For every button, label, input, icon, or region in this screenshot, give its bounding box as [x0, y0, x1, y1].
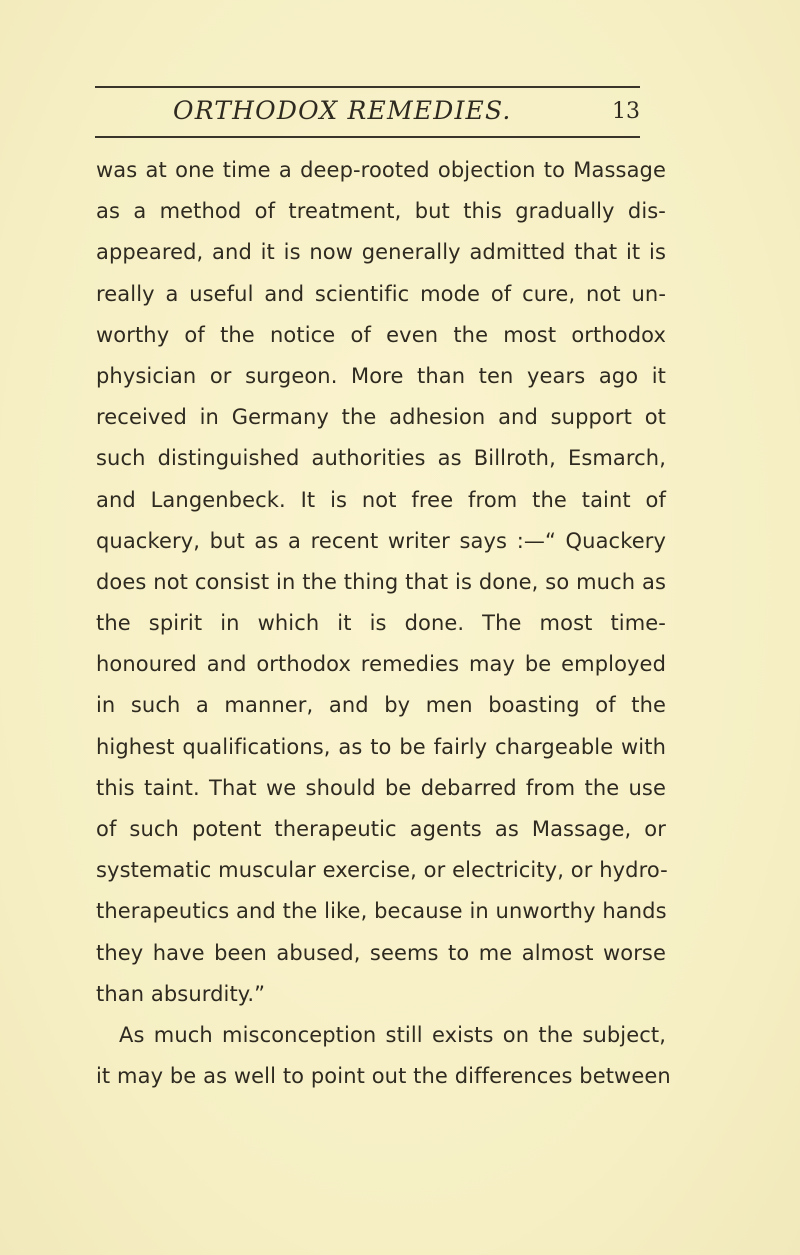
text-line: really a useful and scientific mode of cure, not un-: [96, 281, 666, 306]
text-line: worthy of the notice of even the most orthodox: [96, 322, 666, 347]
text-line: in such a manner, and by men boasting of the: [96, 693, 666, 718]
header-rule-bottom: [95, 136, 640, 138]
text-line: received in Germany the adhesion and support ot: [96, 405, 666, 430]
text-line: this taint. That we should be debarred from the use: [96, 775, 666, 800]
text-line: appeared, and it is now generally admitted that it is: [96, 240, 666, 265]
running-head: [95, 96, 640, 132]
text-line: they have been abused, seems to me almost worse: [96, 940, 666, 965]
page-number: 13: [612, 99, 640, 124]
text-line: honoured and orthodox remedies may be employed: [96, 652, 666, 677]
text-line: than absurdity.”: [96, 981, 266, 1006]
text-line: such distinguished authorities as Billroth, Esmarch,: [96, 446, 666, 471]
text-line: and Langenbeck. It is not free from the taint of: [96, 487, 666, 512]
running-title: ORTHODOX REMEDIES.: [173, 96, 512, 125]
text-line: physician or surgeon. More than ten years ago it: [96, 363, 666, 388]
text-line: therapeutics and the like, because in unworthy hands: [96, 899, 667, 924]
header-rule-top: [95, 86, 640, 88]
text-line: As much misconception still exists on the subject,: [119, 1022, 666, 1047]
text-line: of such potent therapeutic agents as Massage, or: [96, 817, 666, 841]
text-line: highest qualifications, as to be fairly chargeable with: [96, 734, 666, 759]
text-line: systematic muscular exercise, or electricity, or hydro-: [96, 858, 668, 883]
text-line: does not consist in the thing that is done, so much as: [96, 569, 666, 594]
text-line: the spirit in which it is done. The most time-: [96, 611, 666, 636]
text-line: was at one time a deep-rooted objection to Massage: [96, 158, 666, 182]
text-line: quackery, but as a recent writer says :—“ Quackery: [96, 528, 666, 553]
text-line: it may be as well to point out the differences between: [96, 1064, 671, 1089]
body-text: [96, 150, 671, 1097]
text-line: as a method of treatment, but this gradually dis-: [96, 199, 666, 224]
